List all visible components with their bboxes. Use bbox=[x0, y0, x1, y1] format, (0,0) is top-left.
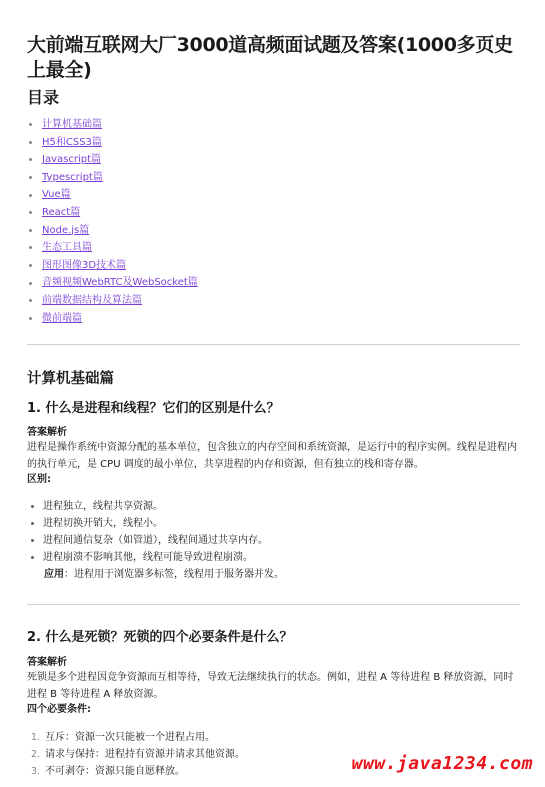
divider bbox=[27, 344, 520, 345]
bullet-icon bbox=[29, 299, 32, 302]
toc-item bbox=[29, 186, 198, 204]
bullet-icon bbox=[31, 539, 34, 542]
toc-item bbox=[29, 169, 198, 187]
bullet-icon bbox=[29, 246, 32, 249]
toc-item bbox=[29, 257, 198, 275]
bullet-icon bbox=[29, 158, 32, 161]
toc-link-computer-basics[interactable]: 计算机基础篇 bbox=[42, 119, 102, 130]
usage-note: 应用：进程用于浏览器多标签，线程用于服务器并发。 bbox=[44, 569, 284, 580]
bullet-icon bbox=[29, 141, 32, 144]
list-item: 2. 请求与保持：进程持有资源并请求其他资源。 bbox=[31, 749, 245, 760]
answer-text: 死锁是多个进程因竞争资源而互相等待，导致无法继续执行的状态。例如，进程 A 等待进程 B 释放资源，同时进程 B 等待进程 A 释放资源。 bbox=[27, 672, 514, 700]
list-item: 进程独立，线程共享资源。 bbox=[31, 498, 268, 515]
toc-heading: 目录 bbox=[27, 88, 60, 107]
toc-link-vue[interactable]: Vue篇 bbox=[42, 189, 71, 201]
conditions-label: 四个必要条件: bbox=[27, 704, 91, 715]
toc-link-typescript[interactable]: Typescript篇 bbox=[42, 171, 103, 183]
toc-link-h5-css3[interactable]: H5和CSS3篇 bbox=[42, 136, 102, 148]
toc-link-data-structures[interactable]: 前端数据结构及算法篇 bbox=[42, 294, 142, 306]
toc-link-webrtc-websocket[interactable]: 音频视频WebRTC及WebSocket篇 bbox=[42, 277, 198, 289]
toc-item bbox=[29, 274, 198, 292]
bullet-icon bbox=[29, 211, 32, 214]
toc-item bbox=[29, 239, 198, 257]
list-item: 进程间通信复杂（如管道），线程间通过共享内存。 bbox=[31, 532, 268, 549]
toc-link-graphics-3d[interactable]: 图形图像3D技术篇 bbox=[42, 259, 127, 271]
bullet-icon bbox=[29, 229, 32, 232]
toc-item bbox=[29, 116, 198, 134]
page-title: 大前端互联网大厂3000道高频面试题及答案(1000多页史上最全) bbox=[27, 34, 513, 81]
bullet-icon bbox=[29, 194, 32, 197]
bullet-icon bbox=[31, 556, 34, 559]
difference-label: 区别: bbox=[27, 474, 51, 485]
answer-label: 答案解析 bbox=[27, 427, 67, 438]
toc-link-micro-frontend[interactable]: 微前端篇 bbox=[42, 312, 82, 324]
toc-link-nodejs[interactable]: Node.js篇 bbox=[42, 224, 90, 236]
bullet-icon bbox=[29, 176, 32, 179]
bullet-icon bbox=[29, 282, 32, 285]
toc-link-react[interactable]: React篇 bbox=[42, 206, 81, 218]
toc-link-ecosystem-tools[interactable]: 生态工具篇 bbox=[42, 242, 92, 254]
bullet-icon bbox=[31, 522, 34, 525]
conditions-list bbox=[31, 729, 245, 780]
difference-list bbox=[31, 498, 268, 566]
bullet-icon bbox=[29, 317, 32, 320]
toc-list bbox=[29, 116, 198, 327]
answer-label: 答案解析 bbox=[27, 657, 67, 668]
toc-item bbox=[29, 151, 198, 169]
toc-item bbox=[29, 204, 198, 222]
toc-item bbox=[29, 134, 198, 152]
list-item: 3. 不可剥夺：资源只能自愿释放。 bbox=[31, 766, 185, 777]
site-watermark: www.java1234.com bbox=[351, 753, 533, 774]
bullet-icon bbox=[29, 123, 32, 126]
bullet-icon bbox=[31, 505, 34, 508]
list-item: 进程崩溃不影响其他，线程可能导致进程崩溃。 bbox=[31, 549, 268, 566]
toc-item bbox=[29, 292, 198, 310]
toc-item bbox=[29, 310, 198, 328]
question-1-title: 1. 什么是进程和线程？它们的区别是什么？ bbox=[27, 401, 280, 416]
list-item: 进程切换开销大，线程小。 bbox=[31, 515, 268, 532]
bullet-icon bbox=[29, 264, 32, 267]
toc-item bbox=[29, 222, 198, 240]
section-heading: 计算机基础篇 bbox=[27, 371, 114, 387]
answer-text: 进程是操作系统中资源分配的基本单位，包含独立的内存空间和系统资源，是运行中的程序实例。线程是进程内的执行单元，是 CPU 调度的最小单位，共享进程的内存和资源，但有独立的栈和寄存器。 bbox=[27, 442, 517, 470]
question-2-title: 2. 什么是死锁？死锁的四个必要条件是什么？ bbox=[27, 630, 293, 645]
divider bbox=[27, 604, 520, 605]
list-item: 1. 互斥：资源一次只能被一个进程占用。 bbox=[31, 732, 215, 743]
toc-link-javascript[interactable]: Javascript篇 bbox=[42, 154, 101, 166]
